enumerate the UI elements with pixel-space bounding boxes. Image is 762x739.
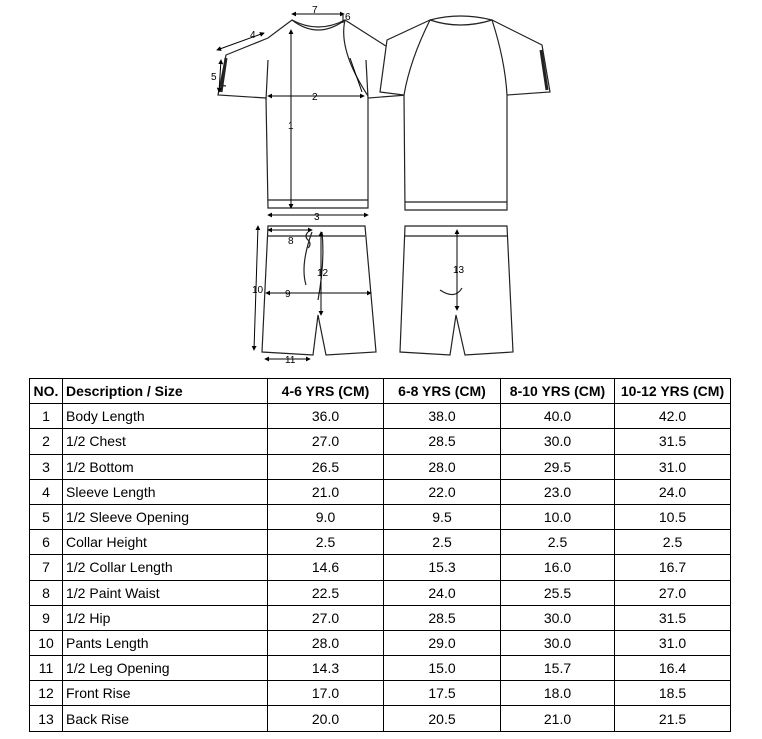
table-row [30,630,731,655]
table-row [30,479,731,504]
table-row [30,429,731,454]
table-row [30,504,731,529]
cell-size-10-12: 21.5 [615,706,731,731]
cell-size-8-10: 16.0 [501,555,615,580]
cell-no: 1 [30,404,63,429]
table-row [30,681,731,706]
cell-size-4-6: 17.0 [268,681,384,706]
cell-size-8-10: 18.0 [501,681,615,706]
cell-size-6-8: 9.5 [384,504,501,529]
size-chart-table [29,378,731,732]
cell-description: 1/2 Paint Waist [63,580,268,605]
cell-size-4-6: 21.0 [268,479,384,504]
cell-size-8-10: 23.0 [501,479,615,504]
cell-size-10-12: 24.0 [615,479,731,504]
cell-size-8-10: 30.0 [501,429,615,454]
cell-size-4-6: 22.5 [268,580,384,605]
cell-size-8-10: 29.5 [501,454,615,479]
cell-size-8-10: 40.0 [501,404,615,429]
cell-size-8-10: 30.0 [501,630,615,655]
table-row [30,454,731,479]
measure-label-9: 9 [285,289,291,300]
cell-description: 1/2 Hip [63,605,268,630]
cell-no: 11 [30,656,63,681]
measure-label-13: 13 [453,265,465,276]
header-size-4-6: 4-6 YRS (CM) [268,379,384,404]
cell-size-6-8: 15.0 [384,656,501,681]
cell-no: 7 [30,555,63,580]
table-row [30,706,731,731]
cell-size-4-6: 28.0 [268,630,384,655]
cell-size-4-6: 20.0 [268,706,384,731]
cell-no: 13 [30,706,63,731]
measure-label-5: 5 [211,72,217,83]
cell-no: 8 [30,580,63,605]
measure-label-7: 7 [312,5,318,16]
cell-size-8-10: 21.0 [501,706,615,731]
cell-description: 1/2 Collar Length [63,555,268,580]
cell-size-10-12: 27.0 [615,580,731,605]
cell-size-6-8: 15.3 [384,555,501,580]
cell-size-10-12: 10.5 [615,504,731,529]
table-header-row [30,379,731,404]
measure-label-1: 1 [288,121,294,132]
cell-size-6-8: 29.0 [384,630,501,655]
table-row [30,580,731,605]
cell-size-6-8: 22.0 [384,479,501,504]
shirt-back-drawing [380,16,550,210]
cell-size-4-6: 27.0 [268,605,384,630]
measure-label-4: 4 [250,30,256,41]
cell-no: 5 [30,504,63,529]
header-size-6-8: 6-8 YRS (CM) [384,379,501,404]
measure-label-3: 3 [314,212,320,223]
cell-size-6-8: 28.5 [384,429,501,454]
cell-description: Sleeve Length [63,479,268,504]
header-size-8-10: 8-10 YRS (CM) [501,379,615,404]
table-row [30,555,731,580]
cell-size-4-6: 9.0 [268,504,384,529]
cell-size-8-10: 10.0 [501,504,615,529]
measure-label-8: 8 [288,236,294,247]
cell-size-8-10: 25.5 [501,580,615,605]
header-description: Description / Size [63,379,268,404]
cell-no: 3 [30,454,63,479]
shirt-front-drawing [218,20,408,208]
measure-label-12: 12 [317,268,329,279]
cell-size-4-6: 27.0 [268,429,384,454]
cell-size-6-8: 17.5 [384,681,501,706]
cell-size-6-8: 24.0 [384,580,501,605]
cell-no: 4 [30,479,63,504]
cell-no: 6 [30,530,63,555]
cell-size-10-12: 18.5 [615,681,731,706]
cell-no: 12 [30,681,63,706]
cell-size-4-6: 26.5 [268,454,384,479]
cell-size-8-10: 30.0 [501,605,615,630]
cell-size-6-8: 2.5 [384,530,501,555]
table-row [30,656,731,681]
cell-size-6-8: 28.5 [384,605,501,630]
cell-description: 1/2 Leg Opening [63,656,268,681]
measure-label-11: 11 [285,355,296,366]
cell-size-8-10: 2.5 [501,530,615,555]
cell-no: 9 [30,605,63,630]
header-size-10-12: 10-12 YRS (CM) [615,379,731,404]
cell-size-6-8: 38.0 [384,404,501,429]
cell-size-10-12: 2.5 [615,530,731,555]
cell-description: Front Rise [63,681,268,706]
cell-description: Pants Length [63,630,268,655]
cell-size-10-12: 16.4 [615,656,731,681]
cell-size-10-12: 16.7 [615,555,731,580]
cell-size-8-10: 15.7 [501,656,615,681]
measure-label-6: 6 [345,12,351,23]
cell-description: 1/2 Chest [63,429,268,454]
cell-size-4-6: 14.6 [268,555,384,580]
cell-size-10-12: 42.0 [615,404,731,429]
table-row [30,605,731,630]
table-row [30,530,731,555]
table-row [30,404,731,429]
cell-no: 10 [30,630,63,655]
cell-size-4-6: 14.3 [268,656,384,681]
cell-description: 1/2 Sleeve Opening [63,504,268,529]
cell-size-10-12: 31.0 [615,630,731,655]
cell-size-10-12: 31.5 [615,429,731,454]
cell-no: 2 [30,429,63,454]
cell-description: Back Rise [63,706,268,731]
cell-size-10-12: 31.0 [615,454,731,479]
cell-size-10-12: 31.5 [615,605,731,630]
cell-description: 1/2 Bottom [63,454,268,479]
cell-size-6-8: 20.5 [384,706,501,731]
cell-size-4-6: 36.0 [268,404,384,429]
cell-description: Body Length [63,404,268,429]
cell-size-6-8: 28.0 [384,454,501,479]
cell-description: Collar Height [63,530,268,555]
measure-label-10: 10 [252,285,264,296]
cell-size-4-6: 2.5 [268,530,384,555]
header-no: NO. [30,379,63,404]
measure-label-2: 2 [312,92,318,103]
shorts-front-drawing [262,226,376,355]
